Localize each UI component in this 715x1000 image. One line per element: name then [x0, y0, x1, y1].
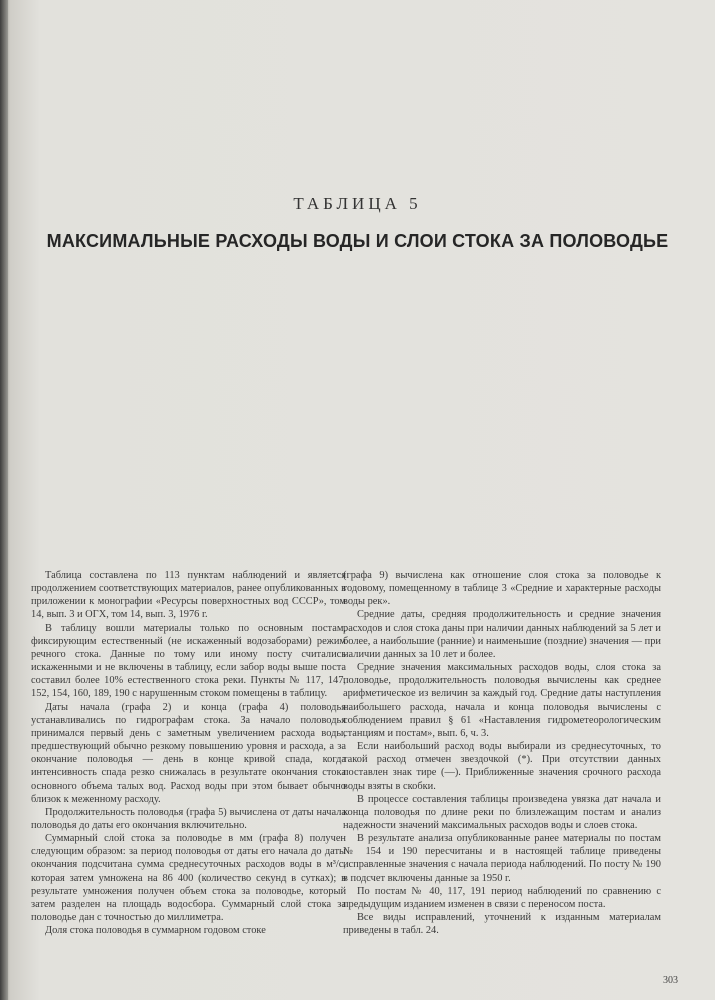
paragraph: Продолжительность половодья (графа 5) вычислена от даты начала половодья до даты его окончания включительно. [31, 806, 346, 831]
paragraph: По постам № 40, 117, 191 период наблюдений по сравнению с предыдущим изданием изменен в связи с переносом поста. [343, 885, 661, 910]
right-text-column [343, 569, 661, 937]
left-text-column [31, 569, 346, 937]
paragraph: Если наибольший расход воды выбирали из среднесуточных, то такой расход отмечен звездочкой (*). При отсутствии данных поставлен знак тире (—). Приближенные значения срочного расхода воды взяты в скобки. [343, 741, 661, 792]
paragraph: Все виды исправлений, уточнений к изданным материалам приведены в табл. 24. [343, 912, 661, 937]
paragraph: Доля стока половодья в суммарном годовом стоке [45, 925, 266, 937]
section-title: МАКСИМАЛЬНЫЕ РАСХОДЫ ВОДЫ И СЛОИ СТОКА ЗА ПОЛОВОДЬЕ [46, 231, 669, 251]
paragraph: Средние значения максимальных расходов воды, слоя стока за половодье, продолжительность половодья вычислены как среднее арифметическое из величин за каждый год. Средние даты наступления наибольшего расхода, начала и конца половодья вычислены с соблюдением правил § 61 «Наставления гидрометеорологическим станциям и постам», вып. 6, ч. 3. [343, 662, 661, 739]
paragraph: Даты начала (графа 2) и конца (графа 4) половодья устанавливались по гидрографам стока. За начало половодья принимался первый день с заметным увеличением расхода воды, предшествующий обычно резкому повышению уровня и расхода, а за окончание половодья — день в конце кривой спада, когда интенсивность спада резко снижалась в результате окончания стока основного объема талых вод. Расход воды при этом бывает обычно близок к меженному расходу. [31, 701, 346, 805]
page-number: 303 [663, 975, 678, 986]
paragraph: В таблицу вошли материалы только по основным постам, фиксирующим естественный (не искаженный водозаборами) режим речного стока. Данные по тому или иному посту считались искаженными и не включены в таблицу, если забор воды выше поста составил более 10% естественного стока реки. Пункты № 117, 147, 152, 154, 160, 189, 190 с нарушенным стоком помещены в таблицу. [31, 622, 346, 700]
paragraph: Таблица составлена по 113 пунктам наблюдений и является продолжением соответствующих материалов, ранее опубликованных в приложении к монографии «Ресурсы поверхностных вод СССР», том 14, вып. 3 и ОГХ, том 14, вып. 3, 1976 г. [31, 570, 346, 621]
paragraph: В результате анализа опубликованные ранее материалы по постам № 154 и 190 пересчитаны и в настоящей таблице приведены исправленные значения с начала периода наблюдений. По посту № 190 в подсчет включены данные за 1950 г. [343, 833, 661, 884]
table-number-heading: ТАБЛИЦА 5 [293, 194, 422, 213]
paragraph: В процессе составления таблицы произведена увязка дат начала и конца половодья по длине реки по близлежащим постам и анализ надежности значений максимальных расходов воды и слоев стока. [343, 793, 661, 831]
book-spine [0, 0, 8, 1000]
paragraph: Суммарный слой стока за половодье в мм (графа 8) получен следующим образом: за период половодья от даты его начала до даты окончания подсчитана сумма среднесуточных расходов воды в м³/с, которая затем умножена на 86 400 (количество секунд в сутках); в результате умножения получен объем стока за половодье, который затем разделен на площадь водосбора. Суммарный слой стока за половодье дан с точностью до миллиметра. [31, 833, 346, 924]
paragraph: (графа 9) вычислена как отношение слоя стока за половодье к годовому, помещенному в таблице 3 «Средние и характерные расходы воды рек». [343, 570, 661, 608]
paragraph: Средние даты, средняя продолжительность и средние значения расходов и слоя стока даны при наличии данных наблюдений за 5 лет и более, а наибольшие (ранние) и наименьшие (поздние) значения — при наличии данных за 10 лет и более. [343, 609, 661, 660]
